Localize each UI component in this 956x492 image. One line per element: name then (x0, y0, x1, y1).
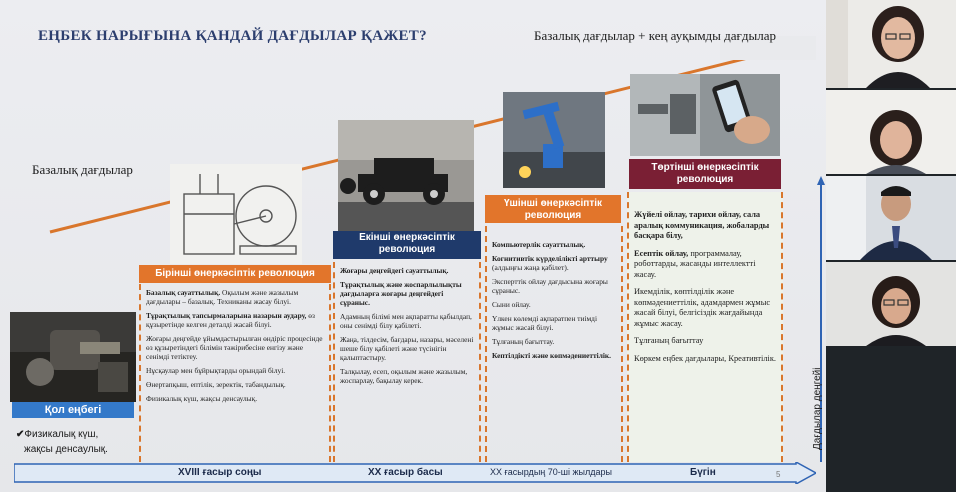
participant-avatar (826, 0, 956, 88)
revolution-2-header: Екінші өнеркәсіптік революция (333, 231, 481, 259)
skill-item: Компьютерлік сауаттылық. (492, 240, 586, 249)
revolution-3-header: Үшінші өнеркәсіптік революция (485, 195, 621, 223)
skill-item: Үлкен көлемді ақпаратпен тиімді жұмыс жасай білуі. (492, 314, 597, 332)
timeline-label: XVIII ғасыр соңы (178, 467, 262, 478)
skill-item: Жаңа, тілдесім, бағдары, назары, мәселені шеше білу қабілеті және түсінігін қалыптастыру. (340, 335, 474, 362)
participant-video-tile[interactable] (826, 90, 956, 174)
skill-item: Нұсқаулар мен бұйрықтарды орындай білуі. (146, 366, 286, 375)
timeline-label: Бүгін (690, 467, 716, 478)
skill-item: Тұрақтылық тапсырмаларына назарын аудару, өз құзыретінде келген деталді жасай білуі. (146, 311, 315, 329)
skill-item: Жоғары деңгейде ұйымдастырылған өндіріс процесінде өз құзыретіндегі білімін тәжірибесіне енгізу және сенімді тетіктеу. (146, 334, 323, 361)
revolution-4-skills (627, 192, 783, 462)
page-number: 5 (776, 470, 781, 479)
skill-item: Тұлғаның бағыттау (634, 336, 704, 345)
slide-title: ЕҢБЕК НАРЫҒЫНА ҚАНДАЙ ДАҒДЫЛАР ҚАЖЕТ? (38, 28, 427, 44)
car-assembly-photo (338, 120, 474, 232)
smartphone-photo (630, 74, 780, 156)
skill-item: Когнитивтік күрделілікті арттыру (алдыңғы жаңа қабілет). (492, 254, 608, 272)
skill-item: Есептік ойлау, программалау, роботтарды, жасанды интеллектті жасау. (634, 248, 756, 279)
skill-item: Эксперттік ойлау дағдысына жоғары сұраныс. (492, 277, 608, 295)
skill-item: Талқылау, есеп, оқылым және жазылым, жоспарлау, бақылау керек. (340, 367, 468, 385)
checkmark-icon: ✔ (16, 429, 25, 440)
skill-item: Базалық сауаттылық. Оқылым және жазылым дағдылары – базалық. Техниканы жасау білуі. (146, 288, 299, 306)
skill-item: Кептілдікті және көпмәдениеттілік. (492, 351, 612, 360)
revolution-1-skills (139, 284, 331, 462)
skill-item: Сыни ойлау. (492, 300, 531, 309)
skill-item: Жоғары деңгейдегі сауаттылық. (340, 266, 449, 275)
participant-avatar (826, 262, 956, 346)
goal-skills-label: Базалық дағдылар + кең ауқымды дағдылар (534, 28, 776, 43)
participant-video-tile[interactable] (826, 0, 956, 88)
participant-video-tile[interactable] (826, 176, 956, 260)
participant-avatar (826, 90, 956, 174)
manual-labor-photo (10, 312, 136, 402)
skill-item: Өнертапқыш, ептілік, зеректік, табандылық. (146, 380, 286, 389)
skill-item: Жүйелі ойлау, тарихи ойлау, сала аралық коммуникация, жобаларды басқара білу, (634, 210, 770, 240)
manual-labor-skills: ✔Физикалық күш, жақсы денсаулық. (16, 429, 108, 455)
skill-item: Адамның білімі мен ақпаратты қабылдап, оны сенімді білу қабілеті. (340, 312, 472, 330)
empty-video-area (826, 348, 956, 492)
participant-video-tile[interactable] (826, 262, 956, 346)
revolution-2-skills (333, 262, 481, 462)
basal-skills-label: Базалық дағдылар (32, 162, 133, 177)
steam-engine-photo (170, 164, 302, 264)
timeline-label: ХХ ғасыр басы (368, 467, 443, 478)
skill-item: Тұрақтылық және жоспарлылықты дағдыларға жоғары деңгейдегі сұраныс. (340, 280, 462, 307)
skill-item: Икемділік, көптілділік және көпмәдениеттілік, адамдармен жұмыс жасай білуі, белгісіздік жағдайында жұмыс жасау. (634, 287, 771, 328)
skills-level-label: Дағдылар деңгейі (812, 367, 823, 450)
skill-item: Көркем еңбек дағдылары, Креативтілік. (634, 353, 776, 363)
revolution-3-skills (485, 226, 623, 462)
skill-item: Физикалық күш, жақсы денсаулық. (146, 394, 258, 403)
manual-labor-header: Қол еңбегі (12, 402, 134, 418)
participant-avatar (826, 176, 956, 260)
revolution-4-header: Төртінші өнеркәсіптік революция (629, 159, 781, 189)
revolution-1-header: Бірінші өнеркәсіптік революция (139, 265, 331, 283)
skill-item: Тұлғаның бағыттау. (492, 337, 555, 346)
industrial-robot-photo (503, 92, 605, 188)
timeline-label: ХХ ғасырдың 70-ші жылдары (490, 467, 612, 477)
